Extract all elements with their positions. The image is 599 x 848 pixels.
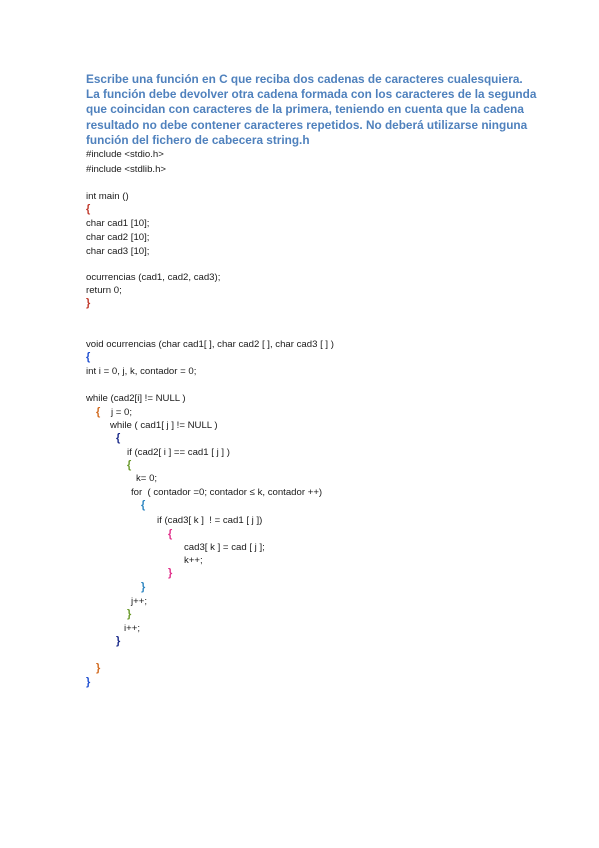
outer-while-close-brace: } [96, 662, 101, 674]
inner-while: while ( cad1[ j ] != NULL ) [110, 420, 218, 431]
decl-cad1: char cad1 [10]; [86, 218, 150, 229]
exercise-prompt [86, 72, 537, 148]
for-loop: for ( contador =0; contador ≤ k, contador ++) [131, 487, 323, 498]
prompt-line: que coincidan con caracteres de la primera, teniendo en cuenta que la cadena [86, 102, 524, 117]
if-match-open-brace: { [127, 459, 132, 471]
var-declarations: int i = 0, j, k, contador = 0; [86, 366, 197, 377]
outer-while: while (cad2[i] != NULL ) [86, 393, 186, 404]
function-signature: void ocurrencias (char cad1[ ], char cad2 [ ], char cad3 [ ] ) [86, 339, 334, 350]
prompt-line: Escribe una función en C que reciba dos cadenas de caracteres cualesquiera. [86, 72, 523, 86]
k-reset: k= 0; [136, 473, 158, 484]
if-match-close-brace: } [127, 608, 132, 620]
outer-while-body [96, 406, 132, 419]
include-stdio: #include <stdio.h> [86, 149, 164, 160]
k-increment: k++; [184, 555, 203, 566]
i-increment: i++; [124, 623, 141, 634]
j-increment: j++; [131, 596, 148, 607]
return-statement: return 0; [86, 285, 122, 296]
include-stdlib: #include <stdlib.h> [86, 164, 167, 175]
decl-cad2: char cad2 [10]; [86, 232, 150, 243]
prompt-line: La función debe devolver otra cadena formada con los caracteres de la segunda [86, 87, 537, 102]
outer-while-brace-glyph: { [96, 406, 101, 418]
outer-while-open-brace [96, 406, 132, 418]
main-signature: int main () [86, 191, 129, 202]
j-reset: j = 0; [100, 407, 133, 418]
if-not-equal-close-brace: } [168, 567, 173, 579]
main-open-brace: { [86, 203, 91, 215]
function-close-brace: } [86, 676, 91, 688]
if-not-equal: if (cad3[ k ] ! = cad1 [ j ]) [157, 515, 263, 526]
prompt-line: resultado no debe contener caracteres repetidos. No deberá utilizarse ninguna [86, 117, 528, 132]
for-open-brace: { [141, 499, 146, 511]
inner-while-open-brace: { [116, 432, 121, 444]
for-close-brace: } [141, 581, 146, 593]
prompt-line: función del fichero de cabecera string.h [86, 132, 310, 147]
call-ocurrencias: ocurrencias (cad1, cad2, cad3); [86, 272, 221, 283]
inner-while-close-brace: } [116, 635, 121, 647]
if-match: if (cad2[ i ] == cad1 [ j ] ) [127, 447, 230, 458]
function-open-brace: { [86, 351, 91, 363]
decl-cad3: char cad3 [10]; [86, 246, 150, 257]
assign-cad3: cad3[ k ] = cad [ j ]; [184, 542, 265, 553]
if-not-equal-open-brace: { [168, 528, 173, 540]
main-close-brace: } [86, 297, 91, 309]
